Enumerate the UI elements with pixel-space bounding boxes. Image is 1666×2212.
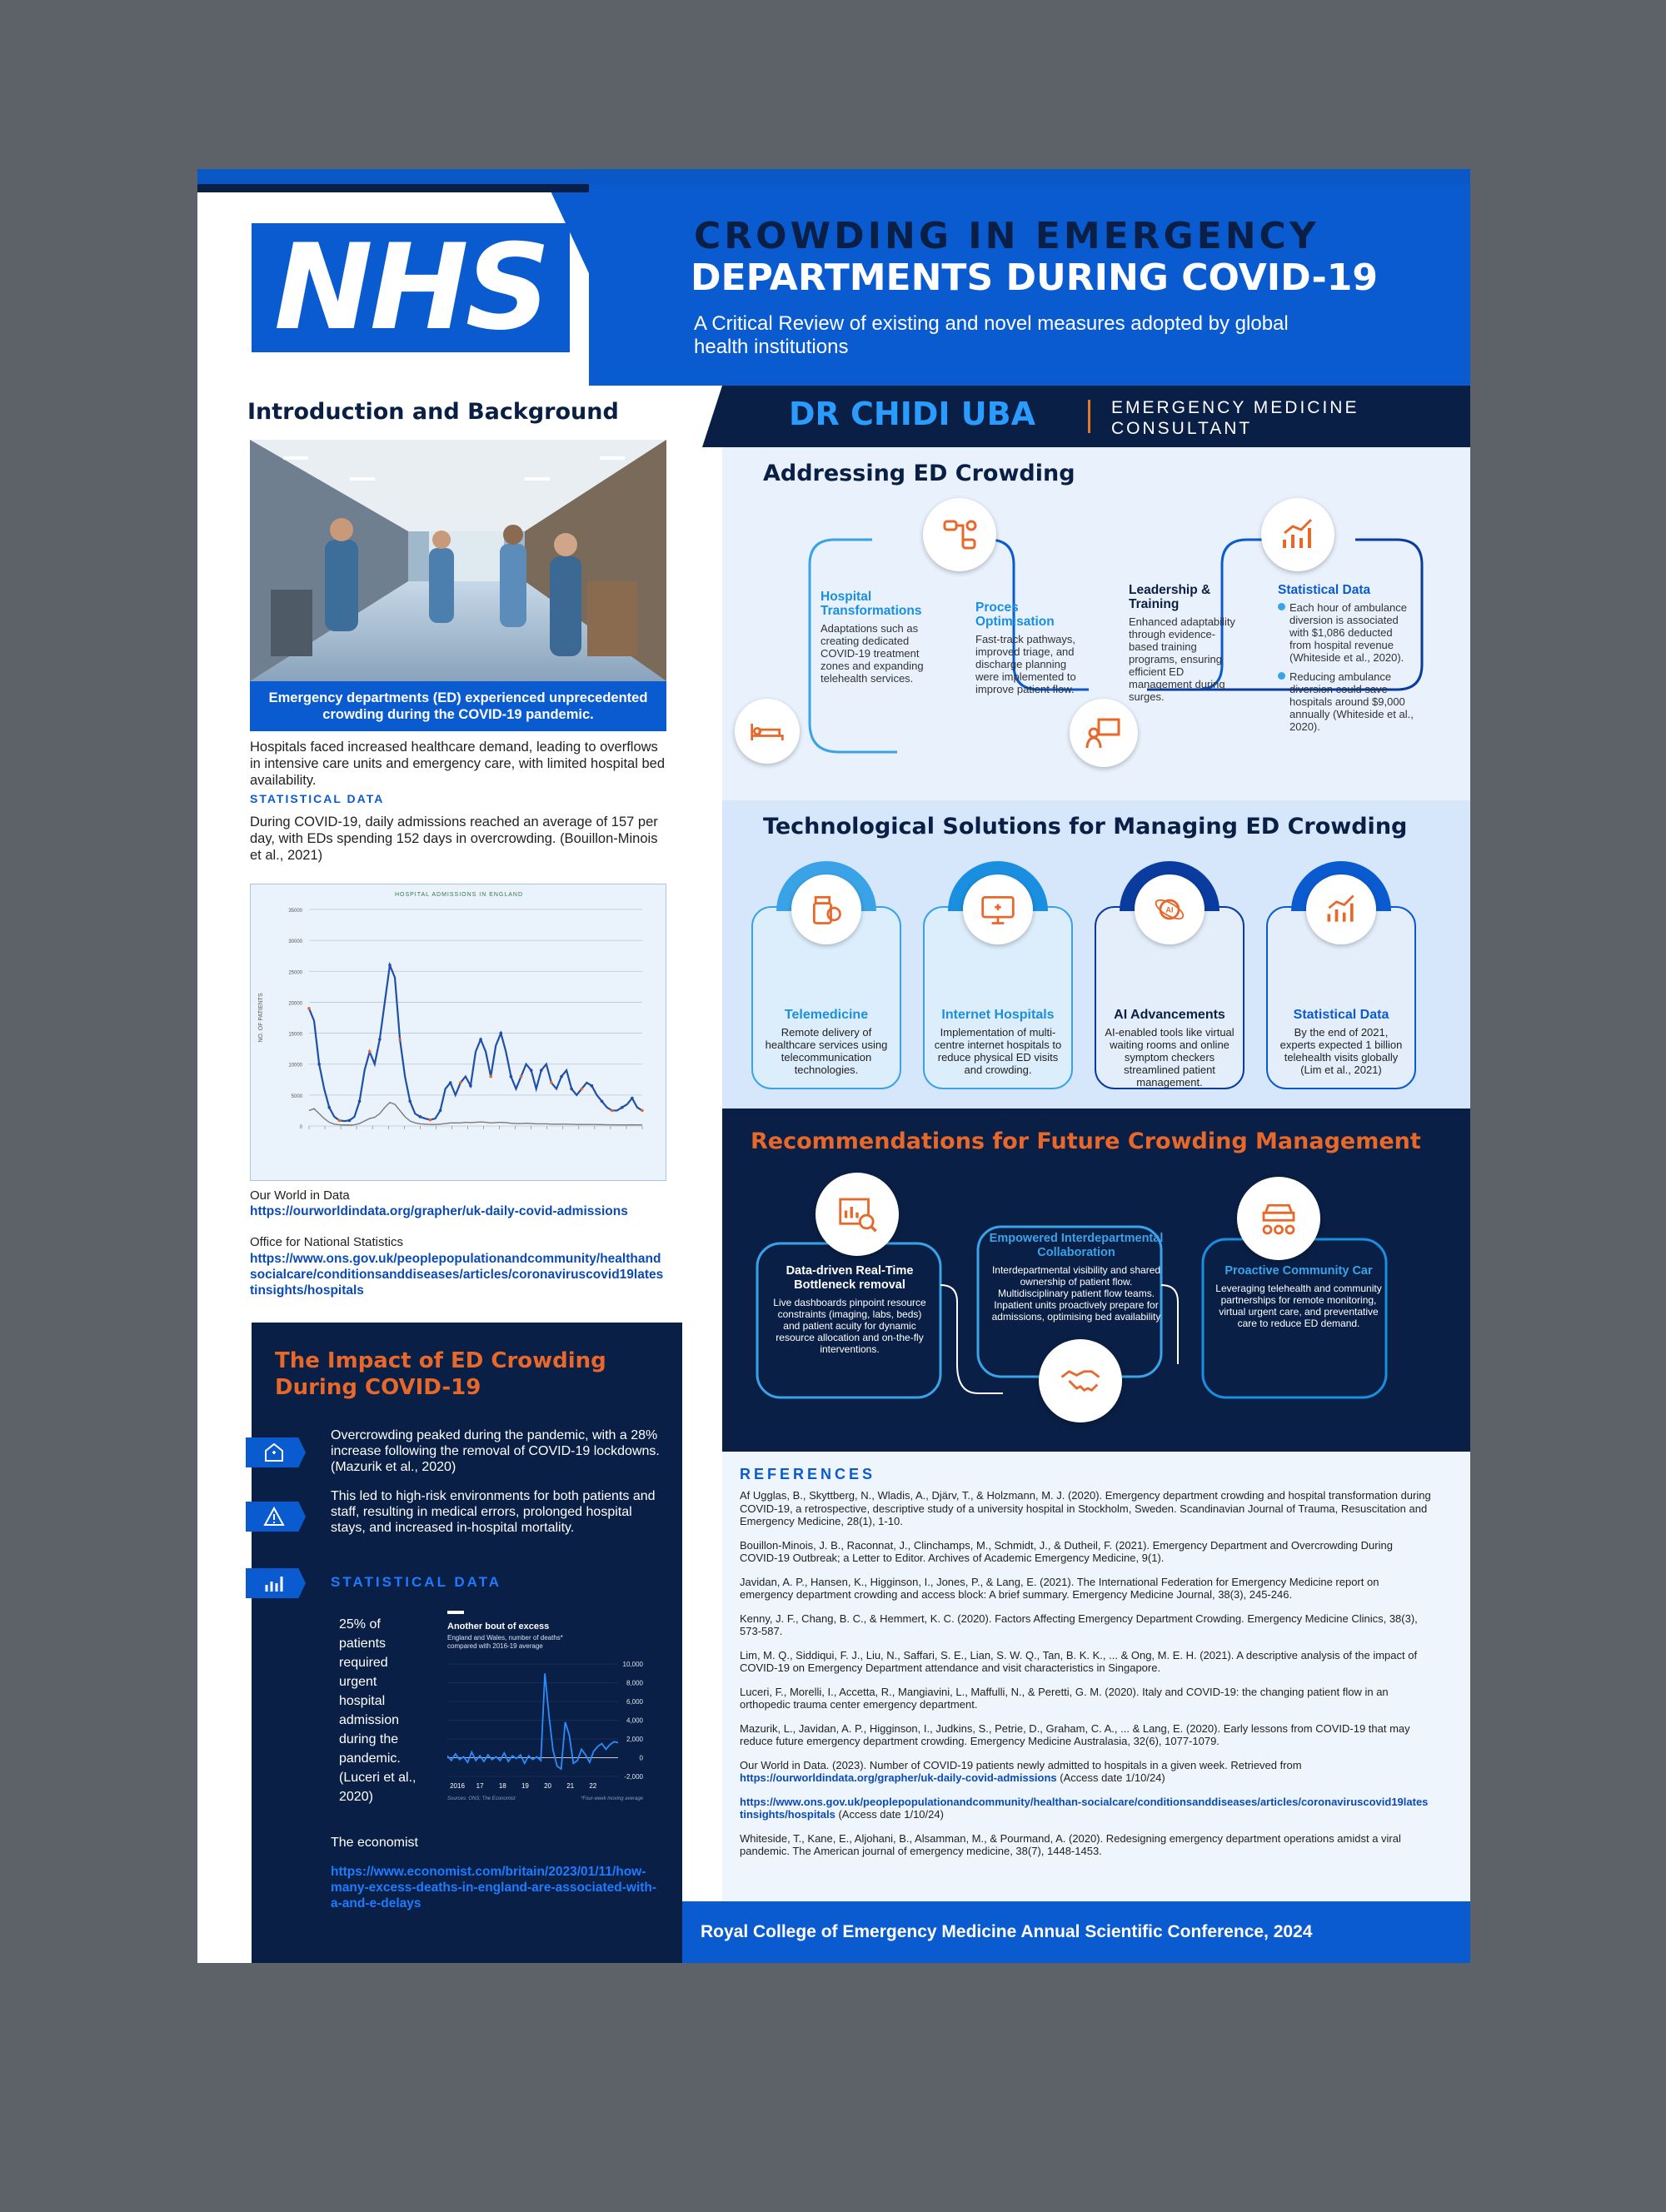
card-text: Interdepartmental visibility and shared ownership of patient flow. Multidisciplinary patient flow teams. Inpatient units proactively prepare for admissions, optimising bed availability bbox=[991, 1264, 1161, 1323]
y-tick-label: 15000 bbox=[288, 1032, 302, 1038]
chart-subtitle-2: compared with 2016-19 average bbox=[447, 1642, 543, 1650]
intro-heading: Introduction and Background bbox=[247, 399, 619, 425]
economist-label: The economist bbox=[331, 1836, 418, 1850]
title-line-2: DEPARTMENTS DURING COVID-19 bbox=[691, 257, 1378, 299]
community-icon-circle bbox=[1237, 1177, 1320, 1260]
tech-stat-icon-circle bbox=[1306, 874, 1376, 944]
bar-chart-icon bbox=[262, 1572, 286, 1595]
y-tick-label: 35000 bbox=[288, 909, 302, 914]
ai-icon-circle bbox=[1135, 874, 1205, 944]
card-title: AI Advancements bbox=[1114, 1008, 1225, 1022]
card-text: Live dashboards pinpoint resource constraints (imaging, labs, beds) and patient acuity for dynamic resource allocation and on-the-fly interventions. bbox=[773, 1297, 926, 1355]
x-tick-label: 22 bbox=[589, 1782, 597, 1790]
title-line-1: CROWDING IN EMERGENCY bbox=[694, 215, 1319, 257]
subtitle: A Critical Review of existing and novel measures adopted by global health institutions bbox=[694, 312, 1289, 358]
card-text: By the end of 2021, experts expected 1 billion telehealth visits globally (Lim et al., 2021) bbox=[1279, 1026, 1403, 1076]
impact-heading: The Impact of ED Crowding During COVID-19 bbox=[275, 1348, 606, 1400]
statistical-data-card bbox=[1278, 583, 1416, 733]
telemedicine-icon-circle bbox=[791, 874, 861, 944]
x-tick-label: 2016 bbox=[450, 1782, 465, 1790]
stat-bullet-2: Reducing ambulance diversion could save hospitals around $9,000 annually (Whiteside et al., 2020). bbox=[1278, 670, 1416, 733]
card-title: Data-driven Real-Time Bottleneck removal bbox=[786, 1264, 914, 1292]
data-point bbox=[408, 1099, 412, 1103]
data-point bbox=[601, 1099, 604, 1103]
data-point bbox=[621, 1106, 624, 1109]
x-tick-label: 17 bbox=[476, 1782, 484, 1790]
series-line-patients bbox=[309, 965, 642, 1121]
economist-link[interactable]: https://www.economist.com/britain/2023/01/11/how-many-excess-deaths-in-england-are-associated-with-a-and-e-delays bbox=[331, 1865, 657, 1911]
y-tick-label: 2,000 bbox=[626, 1736, 643, 1743]
chart-source: Sources: ONS; The Economist bbox=[447, 1796, 516, 1801]
y-tick-label: 5000 bbox=[291, 1094, 302, 1099]
y-tick-label: 0 bbox=[639, 1754, 643, 1762]
intro-paragraph: Hospitals faced increased healthcare demand, leading to overflows in intensive care units and emergency care, with limited hospital bed availability. bbox=[250, 740, 666, 788]
data-point bbox=[489, 1075, 492, 1079]
card-title: Empowered Interdepartmental Collaboration bbox=[989, 1232, 1164, 1259]
reference-item: Whiteside, T., Kane, E., Aljohani, B., Alsamman, M., & Pourmand, A. (2020). Redesigning emergency department operations amidst a viral pandemic. The American journal of emergency medicine, 38(7), 1448-1453. bbox=[740, 1831, 1401, 1857]
card-title: Proces Optimisation bbox=[975, 600, 1055, 629]
data-point bbox=[500, 1032, 503, 1035]
y-tick-label: 8,000 bbox=[626, 1679, 643, 1687]
x-tick-label: 18 bbox=[498, 1782, 506, 1790]
data-point bbox=[358, 1099, 362, 1103]
card-title: Hospital Transformations bbox=[821, 590, 922, 618]
ambulance-community-icon bbox=[1256, 1196, 1301, 1241]
data-point bbox=[641, 1109, 644, 1113]
data-point bbox=[469, 1084, 472, 1088]
card-title: Leadership & Training bbox=[1129, 583, 1211, 611]
reference-link[interactable]: https://www.ons.gov.uk/peoplepopulationandcommunity/healthan-socialcare/conditionsanddiseases/articles/coronaviruscovid19latestinsights/hospitals bbox=[740, 1795, 1429, 1821]
impact-point-1: Overcrowding peaked during the pandemic, with a 28% increase following the removal of COVID-19 lockdowns. (Mazurik et al., 2020) bbox=[331, 1428, 660, 1474]
source-owid-label: Our World in Data bbox=[250, 1188, 350, 1203]
impact-point-2: This led to high-risk environments for both patients and staff, resulting in medical errors, prolonged hospital stays, and increased in-hospital mortality. bbox=[331, 1489, 656, 1535]
data-point bbox=[530, 1069, 533, 1072]
series-line-ventilation bbox=[309, 1103, 642, 1125]
card-title: Statistical Data bbox=[1278, 583, 1371, 597]
impact-stat-label: STATISTICAL DATA bbox=[331, 1574, 502, 1590]
author-name: DR CHIDI UBA bbox=[789, 396, 1036, 432]
chart-title: Another bout of excess bbox=[447, 1622, 550, 1632]
data-point bbox=[398, 1038, 402, 1041]
data-point bbox=[459, 1081, 462, 1084]
references-list bbox=[740, 1489, 1431, 1869]
intro-stat-text: During COVID-19, daily admissions reached an average of 157 per day, with EDs spending 152 days in overcrowding. (Bouillon-Minois et al., 2021) bbox=[250, 815, 658, 863]
y-tick-label: 30000 bbox=[288, 939, 302, 945]
data-point bbox=[580, 1088, 583, 1091]
excess-deaths-chart bbox=[447, 1606, 664, 1814]
card-title: Telemedicine bbox=[784, 1008, 869, 1022]
hospital-corridor-photo bbox=[250, 440, 666, 681]
collaboration-icon-circle bbox=[1039, 1339, 1122, 1422]
reference-item: Kenny, J. F., Chang, B. C., & Hemmert, K. C. (2020). Factors Affecting Emergency Department Crowding. Emergency Medicine Clinics, 38(3), 573-587. bbox=[740, 1612, 1418, 1637]
y-tick-label: 4,000 bbox=[626, 1716, 643, 1725]
data-point bbox=[540, 1069, 543, 1072]
data-point bbox=[479, 1038, 482, 1041]
reference-item: Bouillon-Minois, J. B., Raconnat, J., Clinchamps, M., Schmidt, J., & Dutheil, F. (2021). Emergency Department and Overcrowding During COVID-19 Outbreak; a Letter to Editor. Archives of Academic Emergency Medicine, 9(1). bbox=[740, 1538, 1393, 1564]
y-tick-label: -2,000 bbox=[624, 1773, 643, 1781]
data-point bbox=[439, 1109, 442, 1113]
card-text: Enhanced adaptability through evidence-based training programs, ensuring efficient ED management during surges. bbox=[1129, 615, 1235, 703]
reference-item: Af Ugglas, B., Skyttberg, N., Wladis, A., Djärv, T., & Holzmann, M. J. (2020). Emergency department crowding and hospital transformation during COVID-19, a retrospective, descriptive study of a university hospital in Stockholm, Sweden. Scandinavian Journal of Trauma, Resuscitation and Emergency Medicine, 28(1), 1-10. bbox=[740, 1489, 1431, 1527]
data-point bbox=[317, 1063, 321, 1066]
monitor-icon bbox=[980, 891, 1016, 928]
author-separator bbox=[1088, 400, 1090, 433]
data-point bbox=[510, 1075, 513, 1079]
data-analysis-icon bbox=[835, 1192, 880, 1237]
data-point bbox=[327, 1106, 331, 1109]
series-line-excess bbox=[447, 1673, 618, 1769]
y-axis-label: NO. OF PATIENTS bbox=[258, 993, 264, 1043]
data-point bbox=[419, 1115, 422, 1118]
stats-icon-circle bbox=[1261, 498, 1334, 571]
photo-caption: Emergency departments (ED) experienced unprecedented crowding during the COVID-19 pandemic. bbox=[250, 681, 666, 731]
nhs-logo: NHS bbox=[252, 223, 570, 352]
medicine-icon bbox=[808, 891, 845, 928]
data-point bbox=[631, 1097, 634, 1100]
x-tick-label: 19 bbox=[521, 1782, 529, 1790]
y-tick-label: 20000 bbox=[288, 1001, 302, 1007]
data-point bbox=[378, 1038, 382, 1041]
growth-chart-icon bbox=[1278, 515, 1318, 555]
title-accent bbox=[447, 1611, 464, 1614]
data-point bbox=[368, 1050, 372, 1054]
workflow-icon bbox=[940, 515, 980, 555]
reference-item: Lim, M. Q., Siddiqui, F. J., Liu, N., Saffari, S. E., Lian, S. W. Q., Tan, B. K. K., ... & Ong, M. E. H. (2021). A descriptive analysis of the impact of COVID-19 on Emergency Department attendance and visit characteristics in Singapore. bbox=[740, 1648, 1418, 1674]
chart-subtitle-1: England and Wales, number of deaths* bbox=[447, 1634, 563, 1642]
stat-bullet-1: Each hour of ambulance diversion is associated with $1,086 deducted from hospital revenue (Whiteside et al., 2020). bbox=[1278, 601, 1416, 664]
realtime-bottleneck-card bbox=[768, 1264, 931, 1355]
hospital-bed-icon bbox=[749, 713, 786, 750]
card-text: Remote delivery of healthcare services using telecommunication technologies. bbox=[765, 1026, 888, 1076]
addressing-heading: Addressing ED Crowding bbox=[763, 461, 1075, 486]
reference-link[interactable]: https://ourworldindata.org/grapher/uk-daily-covid-admissions bbox=[740, 1771, 1057, 1784]
card-title: Internet Hospitals bbox=[941, 1008, 1055, 1022]
hospital-bed-circle bbox=[735, 699, 800, 764]
data-point bbox=[550, 1081, 553, 1084]
internet-hospital-icon-circle bbox=[963, 874, 1033, 944]
card-text: Leveraging telehealth and community partnerships for remote monitoring, virtual urgent care, and preventative care to reduce ED demand. bbox=[1215, 1283, 1382, 1329]
data-point bbox=[570, 1088, 573, 1091]
reference-item-ons: https://www.ons.gov.uk/peoplepopulationandcommunity/healthan-socialcare/conditionsanddiseases/articles/coronaviruscovid19latestinsights/hospitals (Access date 1/10/24) bbox=[740, 1795, 1429, 1821]
y-tick-label: 0 bbox=[299, 1125, 302, 1130]
hospital-admissions-chart bbox=[250, 884, 666, 1181]
source-owid-link[interactable]: https://ourworldindata.org/grapher/uk-daily-covid-admissions bbox=[250, 1204, 628, 1218]
card-text: Implementation of multi-centre internet hospitals to reduce physical ED visits and crowding. bbox=[934, 1026, 1062, 1076]
data-point bbox=[520, 1075, 523, 1079]
reference-item: Javidan, A. P., Hansen, K., Higginson, I., Jones, P., & Lang, E. (2021). The International Federation for Emergency Medicine report on emergency department crowding and access block: A brief summary. Emergency Medicine Journal, 38(3), 245-246. bbox=[740, 1575, 1379, 1601]
handshake-icon bbox=[1058, 1358, 1103, 1403]
community-care-card bbox=[1215, 1264, 1382, 1329]
growth-chart-icon bbox=[1323, 891, 1359, 928]
leadership-training-card bbox=[1129, 583, 1237, 703]
data-point bbox=[348, 1119, 352, 1123]
data-point bbox=[388, 964, 392, 967]
card-title: Statistical Data bbox=[1293, 1008, 1389, 1022]
data-point bbox=[591, 1084, 594, 1088]
poster-content bbox=[197, 169, 1470, 1963]
data-point bbox=[611, 1109, 614, 1113]
recommendations-heading: Recommendations for Future Crowding Management bbox=[751, 1128, 1421, 1154]
reference-item: Mazurik, L., Javidan, A. P., Higginson, I., Judkins, S., Petrie, D., Graham, C. A., ... & Lang, E. (2020). Early lessons from COVID-19 that may reduce future emergency department crowding. Emergency Medicine Australasia, 32(6), 1077-1079. bbox=[740, 1721, 1410, 1747]
card-text: Adaptations such as creating dedicated COVID-19 treatment zones and expanding telehealth services. bbox=[821, 622, 924, 685]
training-icon-circle bbox=[1070, 699, 1138, 767]
intro-stat-label: STATISTICAL DATA bbox=[250, 792, 385, 805]
references-heading: REFERENCES bbox=[740, 1466, 876, 1482]
card-text: AI-enabled tools like virtual waiting rooms and online symptom checkers streamlined patient management. bbox=[1105, 1026, 1235, 1089]
source-ons-label: Office for National Statistics bbox=[250, 1235, 403, 1249]
interdepartmental-card bbox=[989, 1232, 1164, 1323]
dashboard-icon-circle bbox=[816, 1173, 899, 1256]
y-tick-label: 6,000 bbox=[626, 1698, 643, 1706]
hospital-transformations-card bbox=[821, 590, 937, 685]
y-tick-label: 10,000 bbox=[622, 1661, 643, 1668]
source-ons-link[interactable]: https://www.ons.gov.uk/peoplepopulationandcommunity/healthandsocialcare/conditionsanddiseases/articles/coronaviruscovid19latestinsights/hospitals bbox=[250, 1252, 664, 1298]
y-tick-label: 10000 bbox=[288, 1063, 302, 1069]
hospital-icon bbox=[262, 1441, 286, 1464]
warning-icon bbox=[262, 1505, 286, 1528]
ai-icon bbox=[1151, 891, 1188, 928]
chart-note: *Four-week moving average bbox=[581, 1796, 643, 1801]
data-point bbox=[307, 1007, 311, 1010]
data-point bbox=[560, 1075, 563, 1079]
tech-heading: Technological Solutions for Managing ED Crowding bbox=[763, 814, 1408, 839]
card-text: Fast-track pathways, improved triage, and discharge planning were implemented to improve patient flow. bbox=[975, 633, 1076, 695]
chart-title: HOSPITAL ADMISSIONS IN ENGLAND bbox=[394, 892, 524, 898]
impact-stat-text: 25% of patients required urgent hospital admission during the pandemic. (Luceri et al., 2020) bbox=[339, 1617, 416, 1804]
svg-text:AI: AI bbox=[1165, 905, 1174, 914]
process-optimisation-card bbox=[975, 600, 1088, 695]
reference-item: Luceri, F., Morelli, I., Accetta, R., Mangiavini, L., Maffulli, N., & Peretti, G. M. (2020). Italy and COVID-19: the changing patient flow in an orthopedic trauma center emergency department. bbox=[740, 1685, 1389, 1711]
x-tick-label: 20 bbox=[544, 1782, 551, 1790]
data-point bbox=[429, 1118, 432, 1122]
presentation-icon bbox=[1084, 713, 1124, 753]
x-tick-label: 21 bbox=[566, 1782, 575, 1790]
card-title: Proactive Community Car bbox=[1225, 1264, 1373, 1278]
reference-item-owid: Our World in Data. (2023). Number of COVID-19 patients newly admitted to hospitals in a given week. Retrieved from https://ourworldindata.org/grapher/uk-daily-covid-admissions (Access date 1/10/24) bbox=[740, 1758, 1302, 1784]
process-icon-circle bbox=[923, 498, 996, 571]
data-point bbox=[449, 1081, 452, 1084]
y-tick-label: 25000 bbox=[288, 970, 302, 976]
footer-text: Royal College of Emergency Medicine Annual Scientific Conference, 2024 bbox=[701, 1922, 1313, 1941]
data-point bbox=[338, 1119, 342, 1123]
author-role: EMERGENCY MEDICINE CONSULTANT bbox=[1111, 398, 1359, 438]
